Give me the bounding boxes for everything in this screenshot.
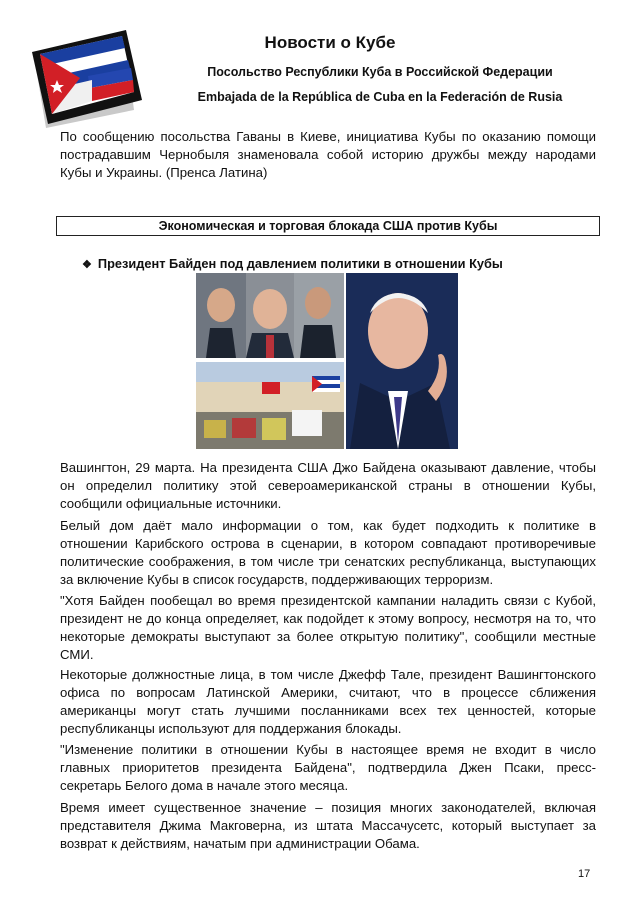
article-heading bbox=[82, 256, 503, 271]
article-paragraph-3: "Хотя Байден пообещал во время президентской кампании наладить связи с Кубой, президент не до конца определяет, как подойдет к этому вопросу, несмотря на то, что некоторые демократы выступают за более открытую политику", сообщили местные СМИ. bbox=[60, 593, 596, 662]
article-paragraph-6: Время имеет существенное значение – позиция многих законодателей, включая представителя Джима Макговерна, из штата Массачусетс, который выступает за возврат к действиям, начатым при администрации Обама. bbox=[60, 800, 596, 851]
photo-biden bbox=[346, 273, 458, 449]
newsletter-title: Новости о Кубе bbox=[264, 33, 396, 52]
intro-paragraph: По сообщению посольства Гаваны в Киеве, инициатива Кубы по оказанию помощи пострадавшим Чернобыля знаменовала собой историю дружбы между народами Кубы и Украины. (Пренса Латина) bbox=[60, 129, 596, 180]
article-paragraph-4: Некоторые должностные лица, в том числе Джефф Тале, президент Вашингтонского офиса по вопросам Латинской Америки, считают, что в процессе сближения американцы могут стать лучшими посланниками всех тех ценностей, которые республиканцы используют для поддержания блокады. bbox=[60, 667, 596, 736]
article-paragraph-2: Белый дом даёт мало информации о том, как будет подходить к политике в отношении Карибского острова в сценарии, в котором совпадают противоречивые политические соображения, в том числе три сенатских республиканца, выступающих за включение Кубы в список государств, поддерживающих терроризм. bbox=[60, 518, 596, 587]
section-title: Экономическая и торговая блокада США против Кубы bbox=[56, 216, 600, 236]
photo-senators bbox=[196, 273, 344, 358]
photo-cuba-street bbox=[196, 362, 344, 449]
embassy-name-es: Embajada de la República de Cuba en la Federación de Rusia bbox=[197, 90, 563, 104]
article-paragraph-5: "Изменение политики в отношении Кубы в настоящее время не входит в число главных приоритетов президента Байдена", подтвердила Джен Псаки, пресс-секретарь Белого дома в начале этого месяца. bbox=[60, 742, 596, 793]
diamond-bullet-icon: ❖ bbox=[82, 259, 92, 271]
cuba-russia-flags-logo bbox=[30, 28, 152, 136]
article-heading-text: Президент Байден под давлением политики в отношении Кубы bbox=[97, 256, 503, 271]
embassy-name-ru: Посольство Республики Куба в Российской Федерации bbox=[207, 65, 553, 79]
page-number: 17 bbox=[578, 868, 591, 880]
article-paragraph-1: Вашингтон, 29 марта. На президента США Джо Байдена оказывают давление, чтобы он определил политику этой североамериканской страны в отношении Кубы, сообщили официальные источники. bbox=[60, 460, 596, 511]
